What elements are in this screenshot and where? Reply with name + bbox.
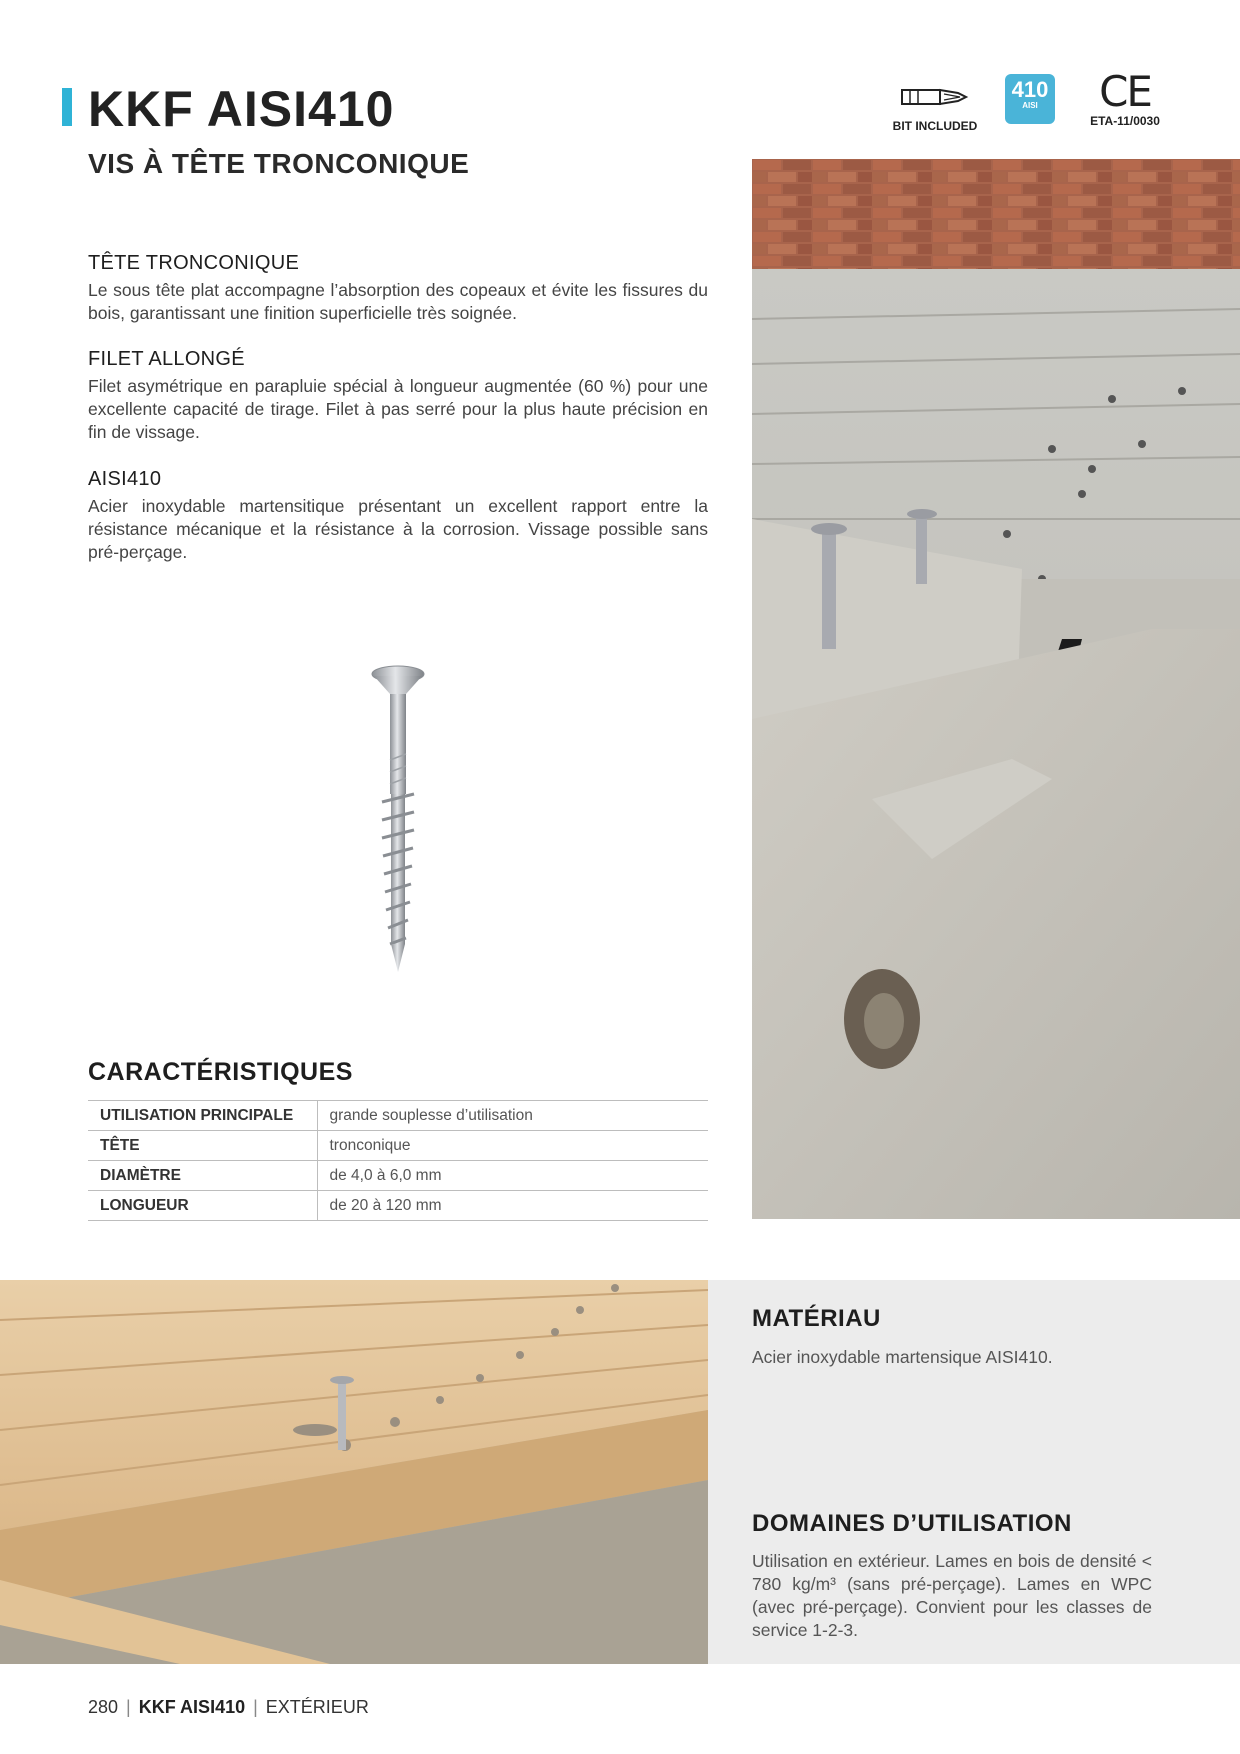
page-subtitle: VIS À TÊTE TRONCONIQUE xyxy=(88,148,470,179)
spec-value: grande souplesse d’utilisation xyxy=(317,1101,708,1131)
footer-product: KKF AISI410 xyxy=(138,1697,246,1717)
spec-key: UTILISATION PRINCIPALE xyxy=(88,1101,317,1131)
feature-text: Filet asymétrique en parapluie spécial à longueur augmentée (60 %) pour une excellente capacité de tirage. Filet à pas serré pour la plus haute précision en fin de vissage. xyxy=(88,376,708,442)
feature-section xyxy=(88,252,708,325)
usage-heading: DOMAINES D’UTILISATION xyxy=(752,1510,1072,1537)
bit-included-label: BIT INCLUDED xyxy=(892,119,978,133)
page-number: 280 xyxy=(88,1697,119,1717)
screw-product-image xyxy=(360,660,440,980)
feature-heading: TÊTE TRONCONIQUE xyxy=(88,252,300,274)
title-accent-bar xyxy=(62,88,72,126)
characteristics-table xyxy=(88,1100,708,1221)
spec-key: DIAMÈTRE xyxy=(88,1161,317,1191)
feature-heading: AISI410 xyxy=(88,468,162,490)
feature-text: Le sous tête plat accompagne l’absorption des copeaux et évite les fissures du bois, garantissant une finition superficielle très soignée. xyxy=(88,280,708,323)
material-text: Acier inoxydable martensique AISI410. xyxy=(752,1347,1053,1367)
planks-photo xyxy=(0,1280,708,1664)
feature-text: Acier inoxydable martensitique présentant un excellent rapport entre la résistance mécanique et la résistance à la corrosion. Vissage possible sans pré-perçage. xyxy=(88,496,708,562)
footer-category: EXTÉRIEUR xyxy=(265,1697,369,1717)
table-row xyxy=(88,1101,708,1131)
decking-illustration xyxy=(752,159,1240,1219)
table-row xyxy=(88,1161,708,1191)
table-row xyxy=(88,1191,708,1221)
spec-value: de 20 à 120 mm xyxy=(317,1191,708,1221)
planks-illustration xyxy=(0,1280,708,1664)
feature-heading: FILET ALLONGÉ xyxy=(88,348,245,370)
spec-value: de 4,0 à 6,0 mm xyxy=(317,1161,708,1191)
spec-key: LONGUEUR xyxy=(88,1191,317,1221)
feature-section xyxy=(88,348,708,444)
aisi-badge xyxy=(1000,74,1060,124)
bit-included-badge xyxy=(890,82,980,133)
page-footer: 280 | KKF AISI410 | EXTÉRIEUR xyxy=(88,1697,369,1717)
aisi-number: 410 xyxy=(1011,77,1049,102)
aisi-sub-label: AISI xyxy=(1022,101,1038,110)
spec-value: tronconique xyxy=(317,1131,708,1161)
characteristics-title: CARACTÉRISTIQUES xyxy=(88,1058,353,1086)
usage-text: Utilisation en extérieur. Lames en bois de densité < 780 kg/m³ (sans pré-perçage). Lames en WPC (avec pré-perçage). Convient pour les classes de service 1-2-3. xyxy=(752,1551,1152,1640)
table-row xyxy=(88,1131,708,1161)
eta-label: ETA-11/0030 xyxy=(1090,114,1160,128)
decking-photo xyxy=(752,159,1240,1219)
page-title: KKF AISI410 xyxy=(88,81,395,137)
spec-key: TÊTE xyxy=(88,1131,317,1161)
ce-badge xyxy=(1075,67,1175,128)
feature-section xyxy=(88,468,708,564)
material-heading: MATÉRIAU xyxy=(752,1305,881,1332)
ce-mark-icon: CE xyxy=(1099,67,1151,116)
certification-badges xyxy=(880,67,1180,133)
screwdriver-bit-icon xyxy=(900,82,970,112)
